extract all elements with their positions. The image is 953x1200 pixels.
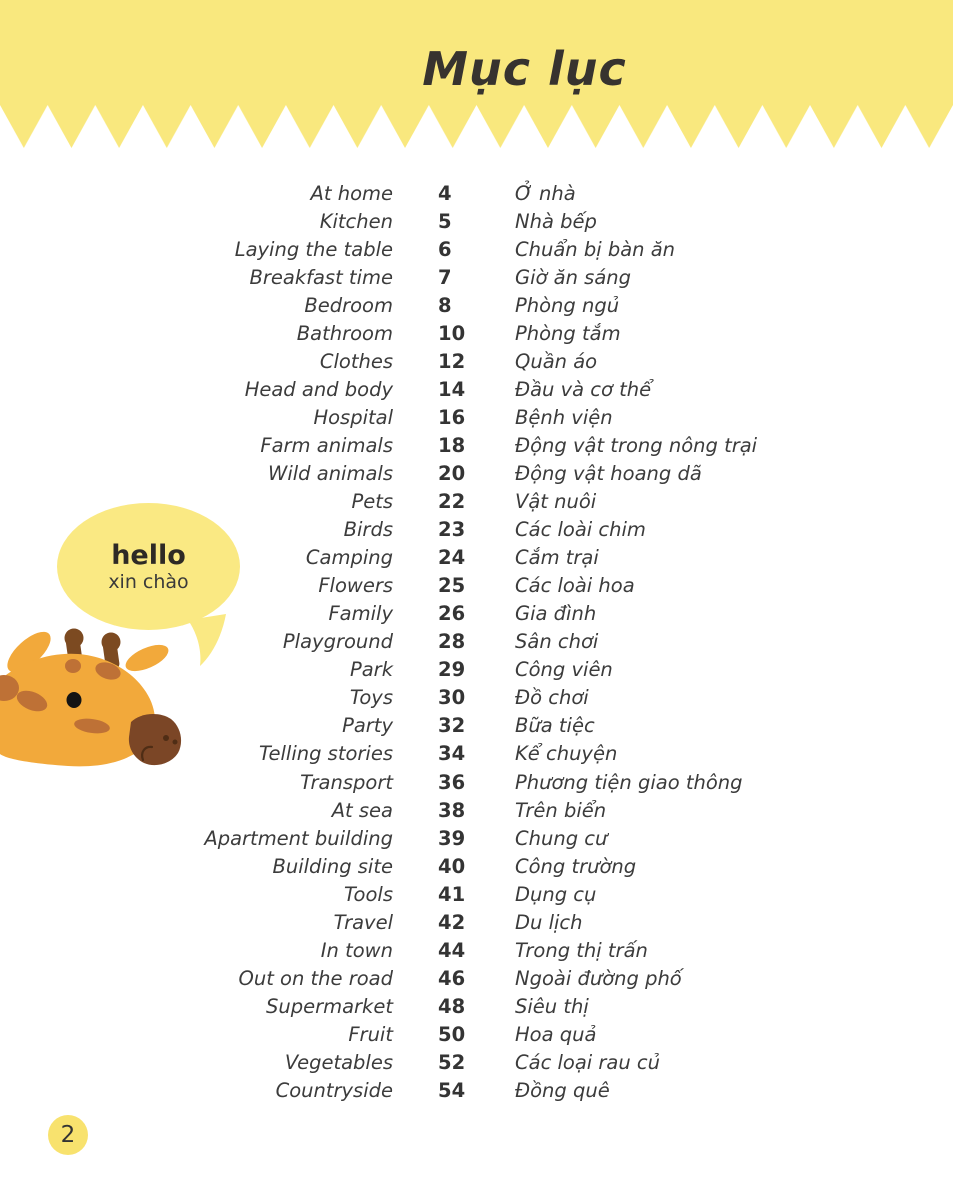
giraffe-illustration <box>0 490 260 790</box>
toc-entry-vietnamese: Các loài hoa <box>515 574 635 598</box>
toc-row <box>0 459 953 487</box>
toc-entry-vietnamese: Phòng ngủ <box>515 293 620 317</box>
toc-entry-vietnamese: Đồng quê <box>515 1079 610 1103</box>
toc-entry-english: Telling stories <box>258 742 393 766</box>
toc-entry-page-number: 32 <box>438 714 466 738</box>
toc-entry-page-number: 30 <box>438 686 466 710</box>
toc-entry-english: Bedroom <box>304 293 393 317</box>
toc-row <box>0 207 953 235</box>
toc-entry-english: Supermarket <box>265 994 393 1018</box>
toc-row <box>0 880 953 908</box>
toc-entry-english: Park <box>349 658 393 682</box>
toc-entry-vietnamese: Các loại rau củ <box>515 1050 661 1074</box>
toc-entry-page-number: 23 <box>438 518 466 542</box>
toc-entry-english: Vegetables <box>284 1050 393 1074</box>
toc-row <box>0 291 953 319</box>
toc-entry-vietnamese: Bệnh viện <box>515 405 613 429</box>
toc-entry-english: Toys <box>349 686 393 710</box>
toc-entry-english: Apartment building <box>204 826 393 850</box>
giraffe-eye <box>67 692 82 708</box>
toc-entry-vietnamese: Đầu và cơ thể <box>515 377 652 401</box>
toc-entry-vietnamese: Kể chuyện <box>515 742 618 766</box>
toc-entry-page-number: 7 <box>438 265 452 289</box>
toc-entry-page-number: 16 <box>438 405 466 429</box>
toc-entry-vietnamese: Phương tiện giao thông <box>515 770 743 794</box>
toc-entry-page-number: 34 <box>438 742 466 766</box>
toc-row <box>0 375 953 403</box>
toc-entry-page-number: 44 <box>438 938 466 962</box>
giraffe-muzzle <box>129 714 181 765</box>
toc-entry-page-number: 20 <box>438 461 466 485</box>
toc-row <box>0 1077 953 1105</box>
toc-entry-vietnamese: Trong thị trấn <box>515 938 648 962</box>
toc-entry-english: Camping <box>305 546 393 570</box>
toc-row <box>0 992 953 1020</box>
toc-entry-vietnamese: Ở nhà <box>515 181 576 205</box>
toc-entry-english: Farm animals <box>260 433 393 457</box>
toc-row <box>0 1048 953 1076</box>
toc-entry-vietnamese: Các loài chim <box>515 518 646 542</box>
toc-entry-english: At home <box>310 181 393 205</box>
toc-entry-vietnamese: Siêu thị <box>515 994 589 1018</box>
toc-entry-english: Head and body <box>244 377 393 401</box>
toc-entry-page-number: 54 <box>438 1079 466 1103</box>
speech-bubble-english: hello <box>111 540 186 572</box>
toc-entry-page-number: 40 <box>438 854 466 878</box>
toc-entry-page-number: 48 <box>438 994 466 1018</box>
toc-row <box>0 235 953 263</box>
header-band <box>0 0 953 105</box>
toc-entry-english: Building site <box>272 854 393 878</box>
toc-entry-english: Playground <box>282 630 393 654</box>
toc-row <box>0 1020 953 1048</box>
toc-entry-page-number: 38 <box>438 798 466 822</box>
toc-row <box>0 908 953 936</box>
toc-entry-page-number: 36 <box>438 770 466 794</box>
toc-entry-vietnamese: Bữa tiệc <box>515 714 595 738</box>
speech-bubble-tail <box>188 614 226 666</box>
toc-entry-english: Transport <box>300 770 393 794</box>
giraffe-nostril <box>173 740 178 745</box>
toc-entry-english: Birds <box>343 518 393 542</box>
toc-entry-english: Fruit <box>348 1022 393 1046</box>
toc-entry-vietnamese: Ngoài đường phố <box>515 966 682 990</box>
toc-entry-english: Hospital <box>313 405 393 429</box>
toc-entry-vietnamese: Cắm trại <box>515 546 599 570</box>
giraffe-ossicone <box>65 629 84 648</box>
toc-entry-vietnamese: Vật nuôi <box>515 490 597 514</box>
toc-row <box>0 936 953 964</box>
toc-entry-english: Out on the road <box>238 966 393 990</box>
toc-entry-page-number: 25 <box>438 574 466 598</box>
giraffe-patch <box>65 659 81 673</box>
toc-entry-page-number: 42 <box>438 910 466 934</box>
toc-entry-vietnamese: Công viên <box>515 658 613 682</box>
toc-entry-english: In town <box>320 938 393 962</box>
toc-entry-page-number: 50 <box>438 1022 466 1046</box>
toc-entry-page-number: 14 <box>438 377 466 401</box>
toc-entry-page-number: 22 <box>438 490 466 514</box>
toc-entry-page-number: 29 <box>438 658 466 682</box>
toc-entry-vietnamese: Động vật trong nông trại <box>515 433 758 457</box>
toc-entry-vietnamese: Trên biển <box>515 798 607 822</box>
toc-entry-vietnamese: Phòng tắm <box>515 321 621 345</box>
toc-row <box>0 964 953 992</box>
toc-entry-english: Clothes <box>319 349 393 373</box>
toc-entry-page-number: 4 <box>438 181 452 205</box>
giraffe-ossicone <box>102 633 121 652</box>
toc-row <box>0 796 953 824</box>
toc-entry-page-number: 39 <box>438 826 466 850</box>
toc-entry-page-number: 10 <box>438 321 466 345</box>
toc-entry-english: Wild animals <box>268 461 393 485</box>
toc-entry-page-number: 24 <box>438 546 466 570</box>
toc-entry-page-number: 18 <box>438 433 466 457</box>
toc-row <box>0 852 953 880</box>
toc-entry-english: Bathroom <box>296 321 393 345</box>
toc-row <box>0 179 953 207</box>
toc-entry-english: Breakfast time <box>249 265 393 289</box>
toc-entry-english: Tools <box>344 882 393 906</box>
toc-entry-vietnamese: Du lịch <box>515 910 583 934</box>
toc-entry-english: Laying the table <box>234 237 393 261</box>
toc-entry-page-number: 12 <box>438 349 466 373</box>
toc-entry-vietnamese: Chung cư <box>515 826 608 850</box>
toc-row <box>0 403 953 431</box>
toc-row <box>0 824 953 852</box>
toc-entry-vietnamese: Gia đình <box>515 602 597 626</box>
toc-entry-page-number: 26 <box>438 602 466 626</box>
toc-entry-vietnamese: Giờ ăn sáng <box>515 265 632 289</box>
toc-entry-vietnamese: Quần áo <box>515 349 598 373</box>
toc-entry-vietnamese: Nhà bếp <box>515 209 597 233</box>
toc-entry-page-number: 46 <box>438 966 466 990</box>
toc-entry-english: Party <box>342 714 393 738</box>
toc-entry-page-number: 41 <box>438 882 466 906</box>
toc-entry-vietnamese: Chuẩn bị bàn ăn <box>515 237 676 261</box>
toc-entry-english: Countryside <box>275 1079 393 1103</box>
toc-row <box>0 319 953 347</box>
toc-entry-vietnamese: Dụng cụ <box>515 882 597 906</box>
toc-entry-page-number: 6 <box>438 237 452 261</box>
toc-entry-vietnamese: Hoa quả <box>515 1022 597 1046</box>
toc-entry-english: Travel <box>333 910 393 934</box>
speech-bubble-vietnamese: xin chào <box>108 570 189 593</box>
zigzag-edge <box>0 105 953 148</box>
toc-entry-page-number: 5 <box>438 209 452 233</box>
toc-entry-english: At sea <box>331 798 393 822</box>
toc-entry-english: Family <box>328 602 393 626</box>
toc-entry-vietnamese: Sân chơi <box>515 630 599 654</box>
toc-entry-vietnamese: Công trường <box>515 854 637 878</box>
giraffe-right-ear <box>122 640 172 677</box>
toc-entry-page-number: 8 <box>438 293 452 317</box>
toc-entry-page-number: 28 <box>438 630 466 654</box>
toc-entry-english: Pets <box>351 490 393 514</box>
page-title: Mục lục <box>422 42 627 96</box>
toc-row <box>0 431 953 459</box>
page-number: 2 <box>60 1122 76 1148</box>
toc-row <box>0 347 953 375</box>
toc-entry-vietnamese: Động vật hoang dã <box>515 461 702 485</box>
page-number-badge <box>48 1115 88 1155</box>
toc-entry-vietnamese: Đồ chơi <box>515 686 589 710</box>
toc-row <box>0 263 953 291</box>
giraffe-nostril <box>163 735 169 741</box>
toc-entry-page-number: 52 <box>438 1050 466 1074</box>
toc-entry-english: Kitchen <box>319 209 393 233</box>
toc-entry-english: Flowers <box>318 574 393 598</box>
